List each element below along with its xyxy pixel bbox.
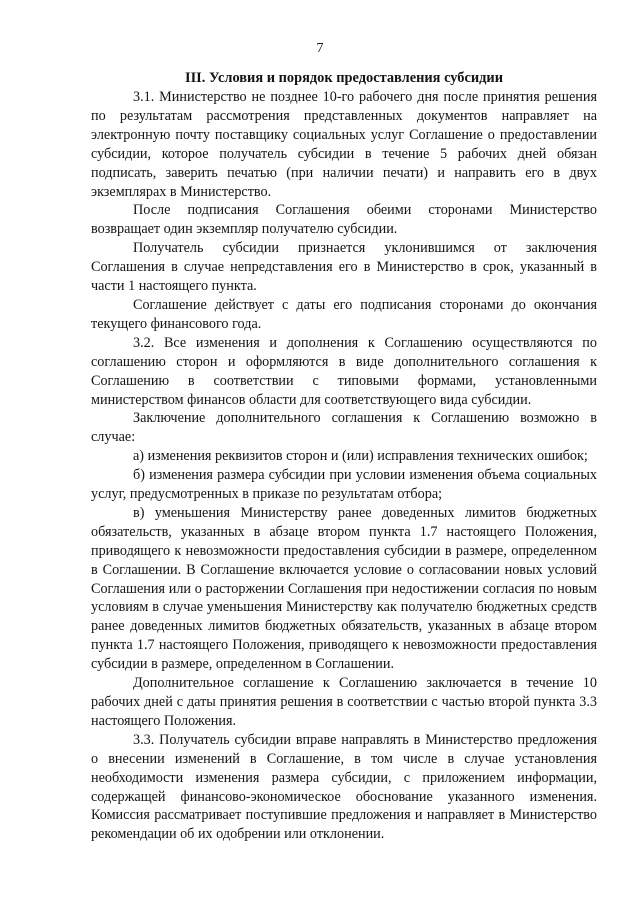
paragraph-3-2: 3.2. Все изменения и дополнения к Соглашению осуществляются по соглашению сторон и оформляются в виде дополнительного соглашения к Соглашению в соответствии с типовыми формами, установленными министерством финансов области для соответствующего вида субсидии.: [91, 334, 597, 408]
list-item-v: в) уменьшения Министерству ранее доведенных лимитов бюджетных обязательств, указанных в абзаце втором пункта 1.7 настоящего Положения, приводящего к невозможности предоставления субсидии в размере, определенном в Соглашении. В Соглашение включается условие о согласовании новых условий Соглашения или о расторжении Соглашения при недостижении согласия по новым условиям в случае уменьшения Министерству как получателю бюджетных средств ранее доведенных лимитов бюджетных обязательств, указанных в абзаце втором пункта 1.7 настоящего Положения, приводящего к невозможности предоставления субсидии в размере, определенном в Соглашении.: [91, 504, 597, 673]
paragraph-evasion: Получатель субсидии признается уклонившимся от заключения Соглашения в случае непредставления его в Министерство в срок, указанный в части 1 настоящего пункта.: [91, 240, 597, 295]
section-title: III. Условия и порядок предоставления субсидии: [184, 70, 504, 86]
page-number: 7: [316, 41, 324, 56]
paragraph-additional-agreement-term: Дополнительное соглашение к Соглашению заключается в течение 10 рабочих дней с даты принятия решения в соответствии с частью второй пункта 3.3 настоящего Положения.: [91, 675, 597, 729]
paragraph-validity: Соглашение действует с даты его подписания сторонами до окончания текущего финансового года.: [91, 296, 597, 332]
paragraph-return-copy: После подписания Соглашения обеими сторонами Министерство возвращает один экземпляр получателю субсидии.: [91, 202, 597, 238]
paragraph-additional-agreement-cases: Заключение дополнительного соглашения к Соглашению возможно в случае:: [91, 410, 597, 446]
paragraph-3-1: 3.1. Министерство не позднее 10-го рабочего дня после принятия решения по результатам рассмотрения представленных документов направляет на электронную почту поставщику социальных услуг Соглашение о предоставлении субсидии, которое получатель субсидии в течение 5 рабочих дней обязан подписать, заверить печатью (при наличии печати) и направить его в двух экземплярах в Министерство.: [91, 89, 597, 200]
paragraph-3-3: 3.3. Получатель субсидии вправе направлять в Министерство предложения о внесении изменений в Соглашение, в том числе в случае установления необходимости изменения размера субсидии, с приложением информации, содержащей финансово-экономическое обоснование указанного изменения. Комиссия рассматривает поступившие предложения и направляет в Министерство рекомендации об их одобрении или отклонении.: [91, 731, 597, 843]
list-item-b: б) изменения размера субсидии при условии изменения объема социальных услуг, предусмотренных в приказе по результатам отбора;: [91, 467, 597, 503]
document-body: [91, 69, 597, 844]
list-item-a: а) изменения реквизитов сторон и (или) исправления технических ошибок;: [133, 448, 588, 465]
